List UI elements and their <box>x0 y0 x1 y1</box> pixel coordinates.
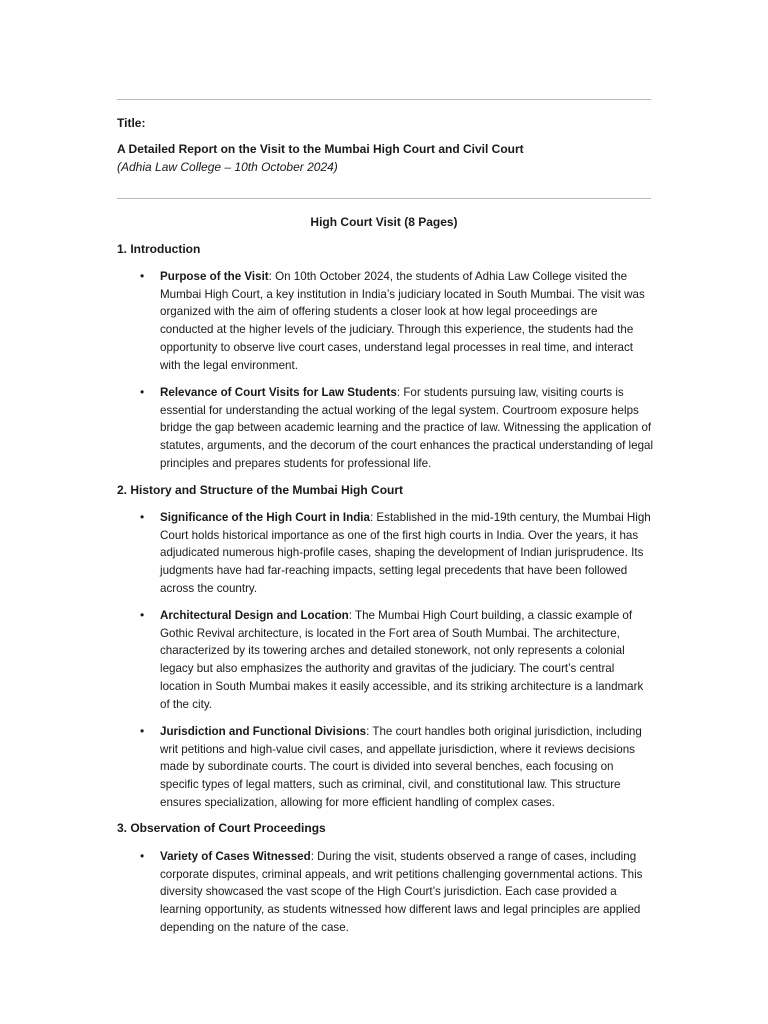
list-item <box>140 509 654 598</box>
bullet-text: : During the visit, students observed a range of cases, including corporate disputes, criminal appeals, and writ petitions challenging governmental actions. This diversity showcased the vast scope of the High Court’s jurisdiction. Each case provided a learning opportunity, as students witnessed how different laws and legal principles are applied depending on the nature of the case. <box>160 850 643 934</box>
bullet-term: Variety of Cases Witnessed <box>160 850 311 863</box>
bullet-icon: • <box>140 510 145 524</box>
list-item <box>140 607 654 713</box>
bullet-icon: • <box>140 724 145 738</box>
bullet-term: Purpose of the Visit <box>160 270 269 283</box>
bullet-text: : The court handles both original jurisdiction, including writ petitions and high-value civil cases, and appellate jurisdiction, where it reviews decisions made by subordinate courts. The court is divided into several benches, each focusing on specific types of legal matters, such as criminal, civil, and constitutional law. This structure ensures specialization, allowing for more efficient handling of complex cases. <box>160 725 642 809</box>
bullet-text: : On 10th October 2024, the students of Adhia Law College visited the Mumbai High Court, a key institution in India’s judiciary located in South Mumbai. The visit was organized with the aim of offering students a closer look at how legal proceedings are conducted at the higher levels of the judiciary. Through this experience, the students had the opportunity to observe live court cases, understand legal processes in real time, and interact with the legal environment. <box>160 270 645 372</box>
top-divider <box>117 99 651 100</box>
list-item <box>140 848 654 937</box>
heading-introduction: 1. Introduction <box>117 242 201 256</box>
bullet-icon: • <box>140 269 145 283</box>
bullet-text: : Established in the mid-19th century, the Mumbai High Court holds historical importance as one of the first high courts in India. Over the years, it has adjudicated numerous high-profile cases, shaping the development of Indian jurisprudence. Its judgments have had far-reaching impacts, setting legal precedents that have been followed across the country. <box>160 511 651 595</box>
bullet-term: Significance of the High Court in India <box>160 511 370 524</box>
heading-observation: 3. Observation of Court Proceedings <box>117 821 326 835</box>
title-label: Title: <box>117 116 146 130</box>
section-heading: High Court Visit (8 Pages) <box>310 215 458 229</box>
bullet-icon: • <box>140 849 145 863</box>
list-item <box>140 723 654 812</box>
bullet-term: Relevance of Court Visits for Law Students <box>160 386 397 399</box>
heading-history: 2. History and Structure of the Mumbai High Court <box>117 483 404 497</box>
list-item <box>140 384 654 473</box>
report-subtitle: (Adhia Law College – 10th October 2024) <box>117 160 338 174</box>
header-divider <box>117 198 651 199</box>
bullet-icon: • <box>140 385 145 399</box>
report-title: A Detailed Report on the Visit to the Mumbai High Court and Civil Court <box>117 142 524 156</box>
bullet-text: : For students pursuing law, visiting courts is essential for understanding the actual working of the legal system. Courtroom exposure helps bridge the gap between academic learning and the practice of law. Witnessing the application of statutes, arguments, and the decorum of the court enhances the practical understanding of legal principles and prepares students for professional life. <box>160 386 654 470</box>
bullet-term: Architectural Design and Location <box>160 609 349 622</box>
list-item <box>140 268 654 374</box>
bullet-term: Jurisdiction and Functional Divisions <box>160 725 367 738</box>
bullet-icon: • <box>140 608 145 622</box>
bullet-text: : The Mumbai High Court building, a classic example of Gothic Revival architecture, is located in the Fort area of South Mumbai. The architecture, characterized by its towering arches and detailed stonework, not only represents a colonial legacy but also emphasizes the authority and gravitas of the judiciary. The court’s central location in South Mumbai makes it easily accessible, and its striking architecture is a landmark of the city. <box>160 609 644 711</box>
